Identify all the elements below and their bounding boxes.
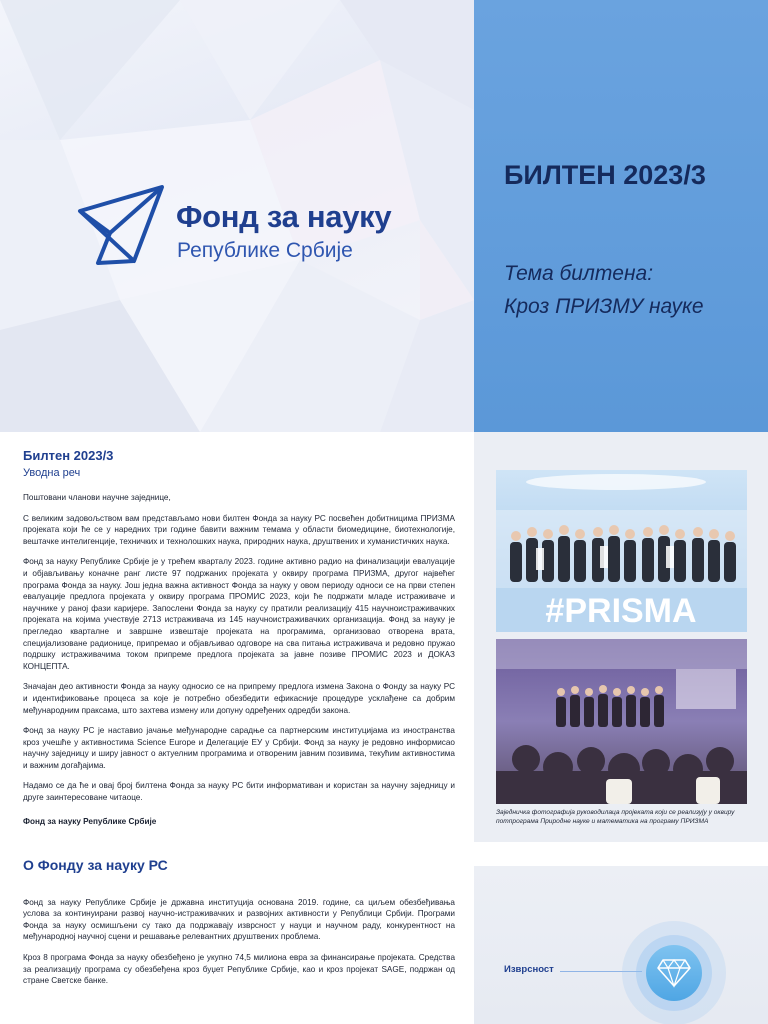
- group-photo-hall: [496, 639, 747, 804]
- value-label: Изврсност: [504, 964, 554, 975]
- brand-subtitle: Републике Србије: [177, 239, 353, 262]
- bulletin-title: БИЛТЕН 2023/3: [504, 160, 706, 190]
- prisma-banner-text: #PRISMA: [545, 592, 697, 630]
- diamond-icon: [657, 958, 691, 988]
- intro-paragraph: Фонд за науку Републике Србије је у трећем кварталу 2023. године активно радио на финализацији евалуације и објављивању коначне ранг листе 97 подржаних пројеката у оквиру програма ПРИЗМА, другог највећег програма Фонда за науку. Још једна важна активност Фонда за науку у овом периоду односи се на први степен евалуације предлога пројеката у оквиру програма ПРОМИС 2023, који ће подржати младе истраживаче и научнике у раној фази каријере. Запослени Фонда за науку су пратили реализацију 415 научноистраживачких пројеката на којима учествује 2713 истраживача из 145 научноистраживачких организација. Фонд за науку је прегледао кварталне и завршне извештаје пројеката на програмима, организовао отворена врата, специјализоване радионице, припремао и објављивао одговоре на сва питања истраживача и редовно пружао подршку истраживачима током припреме предлога пројеката за јавне позиве ПРОМИС 2023 и ДОКАЗ КОНЦЕПТА.: [23, 557, 455, 671]
- brand-logo: [76, 183, 392, 273]
- intro-paragraph: Значајан део активности Фонда за науку односио се на припрему предлога измена Закона о Фонду за науку РС и идентификовање процеса за које је потребно обезбедити ефикасније процедуре усклађене са добрим међународним праксама, што захтева измену или допуну одређених одредби закона.: [23, 682, 455, 715]
- intro-greeting: Поштовани чланови научне заједнице,: [23, 493, 171, 502]
- intro-signature: Фонд за науку Републике Србије: [23, 816, 157, 826]
- intro-paragraph: Фонд за науку РС је наставио јачање међународне сарадње са партнерским институцијама из иностранства кроз учешће у активностима Science Europe и Делегације ЕУ у Србији. Фонд за науку је редовно информисао научну заједницу и ширу јавност о актуелним програмима и отвореним јавним позивима, текућим активностима и важним догађајима.: [23, 726, 455, 770]
- cover-banner: [0, 0, 474, 432]
- cover-title-panel: [474, 0, 768, 432]
- photo-column: [474, 432, 768, 842]
- brand-name: Фонд за науку: [176, 199, 392, 234]
- group-photo-stage: [496, 470, 747, 632]
- theme-value: Кроз ПРИЗМУ науке: [504, 295, 704, 318]
- envelope-icon: [76, 183, 168, 265]
- group-photo-stage-image: [496, 470, 747, 632]
- intro-paragraph: Надамо се да ће и овај број билтена Фонда за науку РС бити информативан и користан за научну заједницу и друге заинтересоване читаоце.: [23, 781, 455, 803]
- intro-heading: Билтен 2023/3: [23, 448, 114, 463]
- intro-subheading: Уводна реч: [23, 467, 81, 479]
- intro-paragraph: С великим задовољством вам представљамо нови билтен Фонда за науку РС посвећен добитницима ПРИЗМА пројеката који ће се у наредних три године бавити важним темама у области биомедицине, биотехнологије, вештачке интелигенције, техничких и технолошких наука, природних наука, друштвених и хуманистичких наука.: [23, 513, 455, 546]
- photo-caption: Заједничка фотографија руководилаца пројеката који се реализују у оквиру потпрограма Природне науке и математика на програму ПРИЗМА: [496, 809, 735, 825]
- group-photo-hall-image: [496, 639, 747, 804]
- main-column: [23, 448, 455, 987]
- about-paragraph: Кроз 8 програма Фонда за науку обезбеђено је укупно 74,5 милиона евра за финансирање пројеката. Средства за реализацију програма су обезбеђена кроз буџет Републике Србије, као и кроз пројекат SAGE, подржан од стране Светске банке.: [23, 953, 455, 986]
- about-heading: О Фонду за науку РС: [23, 856, 168, 873]
- about-paragraph: Фонд за науку Републике Србије је државна институција основана 2019. године, са циљем обезбеђивања услова за континуирани развој научно-истраживачких и развојних активности у Републици Србији. Програми Фонда за науку осмишљени су тако да подржавају изврсност у науци и научном раду, конкурентност на међународној научној сцени и решавање релевантних друштвених проблема.: [23, 897, 455, 942]
- values-panel: [474, 866, 768, 1024]
- theme-label: Тема билтена:: [504, 262, 654, 285]
